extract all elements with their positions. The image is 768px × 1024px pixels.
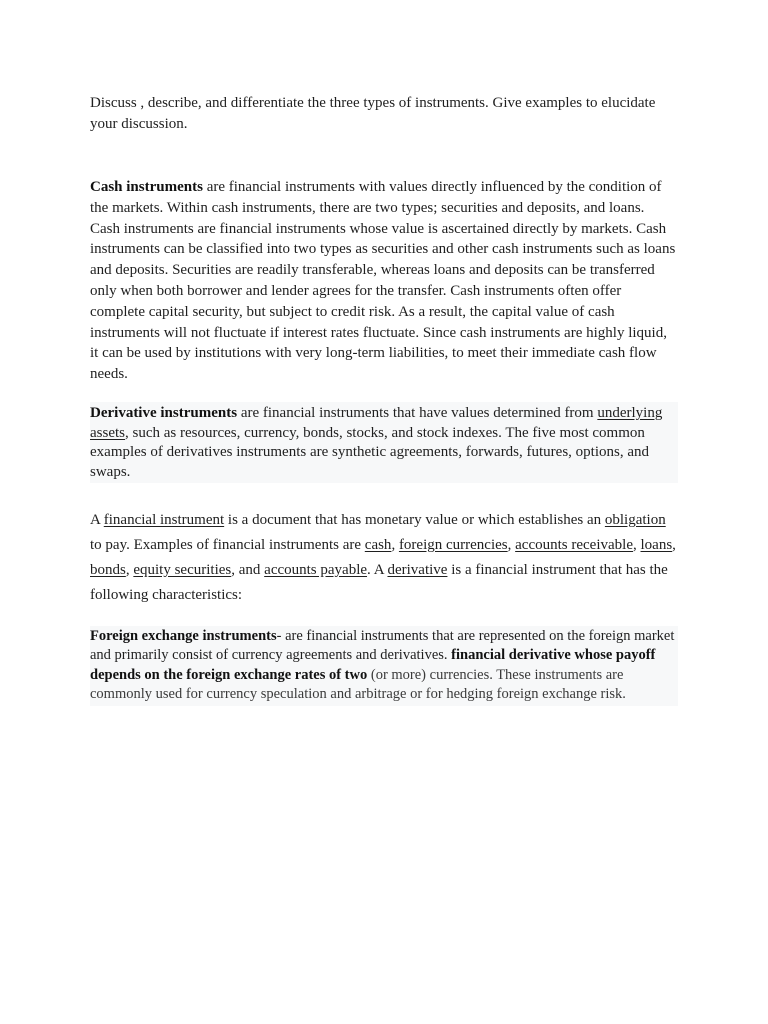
assignment-prompt: [90, 93, 678, 135]
financial-text: ,: [125, 562, 134, 578]
financial-text: . A: [367, 562, 388, 578]
foreign-exchange-term: Foreign exchange instruments: [90, 628, 277, 644]
forex-text-1: - are financial instruments that are represented on the foreign market and primarily consist of currency agreements and derivatives.: [90, 628, 675, 664]
financial-text: ,: [507, 537, 516, 553]
financial-text: is a document that has monetary value or which establishes an: [224, 512, 605, 528]
derivative-instruments-paragraph: [90, 402, 678, 483]
cash-instruments-body: are financial instruments with values directly influenced by the condition of the markets. Within cash instruments, there are two types; securities and deposits, and loans. Cash instruments are financial instruments whose value is ascertained directly by markets. Cash instruments can be classified into two types as securities and other cash instruments such as loans and deposits. Securities are readily transferable, whereas loans and deposits can be transferred only when both borrower and lender agrees for the transfer. Cash instruments often offer complete capital security, but subject to credit risk. As a result, the capital value of cash instruments will not fluctuate if interest rates fluctuate. Since cash instruments are highly liquid, it can be used by institutions with very long-term liabilities, to meet their immediate cash flow needs.: [90, 179, 676, 383]
forex-text-2: (or more) currencies. These instruments are commonly used for currency speculation and arbitrage or for hedging foreign exchange risk.: [90, 666, 626, 702]
cash-link[interactable]: cash: [364, 537, 392, 553]
underlying-assets-link[interactable]: underlying assets: [90, 405, 663, 441]
cash-instruments-term: Cash instruments: [90, 179, 203, 195]
derivative-link[interactable]: derivative: [387, 562, 448, 578]
cash-instruments-paragraph: [90, 177, 678, 385]
financial-text: to pay. Examples of financial instruments are: [90, 537, 365, 553]
foreign-currencies-link[interactable]: foreign currencies: [398, 537, 508, 553]
loans-link[interactable]: loans: [640, 537, 673, 553]
accounts-payable-link[interactable]: accounts payable: [264, 562, 368, 578]
financial-instrument-link[interactable]: financial instrument: [103, 512, 225, 528]
financial-text: is a financial instrument that has the following characteristics:: [90, 562, 668, 603]
foreign-exchange-paragraph: [90, 626, 678, 706]
accounts-receivable-link[interactable]: accounts receivable: [515, 537, 633, 553]
financial-text: ,: [633, 537, 641, 553]
financial-text: ,: [672, 537, 676, 553]
financial-text: A: [90, 512, 104, 528]
derivative-text-2: , such as resources, currency, bonds, stocks, and stock indexes. The five most common examples of derivatives instruments are synthetic agreements, forwards, futures, options, and swaps.: [90, 424, 650, 480]
financial-instrument-paragraph: [90, 508, 678, 608]
bonds-link[interactable]: bonds: [90, 562, 126, 578]
forex-bold-definition: financial derivative whose payoff depends on the foreign exchange rates of two: [90, 647, 656, 683]
financial-text: ,: [391, 537, 399, 553]
obligation-link[interactable]: obligation: [604, 512, 666, 528]
derivative-text-1: are financial instruments that have values determined from: [237, 405, 598, 421]
equity-securities-link[interactable]: equity securities: [133, 562, 232, 578]
prompt-text: Discuss , describe, and differentiate the three types of instruments. Give examples to elucidate your discussion.: [90, 95, 656, 132]
financial-text: , and: [231, 562, 265, 578]
derivative-instruments-term: Derivative instruments: [90, 405, 238, 421]
